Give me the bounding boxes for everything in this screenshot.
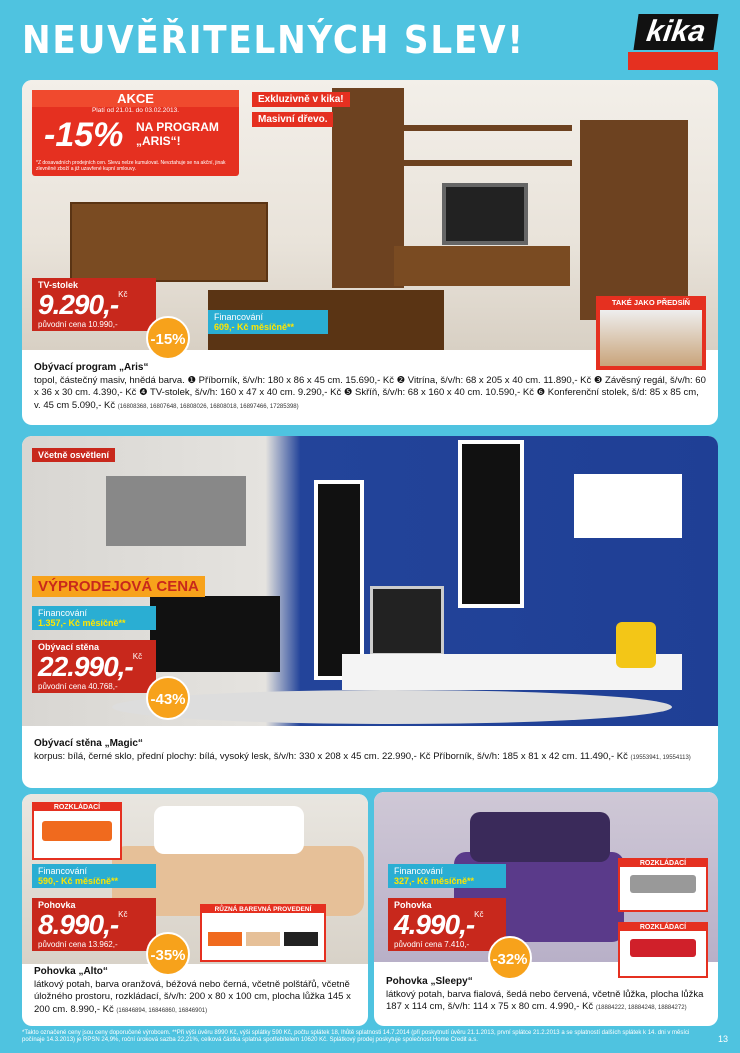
sleepy-description: Pohovka „Sleepy“ látkový potah, barva fialová, šedá nebo červená, včetně lůžka, plocha lůžka 187 x 114 cm, š/v/h: 114 x 75 x 80 cm. 4.990,- Kč (18884222, 18884248, 18884272) [386,976,704,1012]
footnote: *Takto označené ceny jsou ceny doporučené výrobcem. **Při výši úvěru 8990 Kč, výši splátky 590 Kč, počtu splátek 18, lhůtě splatnosti 14.7.2014 (při poskytnutí úvěru 21.1.2013, první splátce 21.2.2013 a se splatností dalších splátek k 14. dni v měsíci počínaje 14.3.2013) je RPSN 24,9%, roční úroková sazba 22,21%, celková částka splatná spotřebitelem 10620 Kč. Splátkový prodej poskytuje společnost Home Credit a.s. [22,1030,690,1043]
aris-panel [22,80,718,425]
discount-badge: -43% [146,676,190,720]
solid-wood-badge: Masivní dřevo. [252,112,333,127]
price-box: Pohovka 8.990,-$^{Kč}$ původní cena 13.962,- [32,898,156,951]
price-box: Obývací stěna 22.990,-$^{Kč}$ původní cena 40.768,- [32,640,156,693]
hallway-inset: TAKÉ JAKO PŘEDSÍŇ [596,296,706,370]
sofa-bed-inset-red: ROZKLÁDACÍ [618,922,708,978]
aris-description: Obývací program „Aris“ topol, částečný masiv, hnědá barva. ❶ Příborník, š/v/h: 180 x 86 x 45 cm. 15.690,- Kč ❷ Vitrína, š/v/h: 68 x 205 x 40 cm. 11.890,- Kč ❸ Závěsný regál, š/v/h: 60 x 36 x 30 cm. 4.390,- Kč ❹ TV-stolek, š/v/h: 160 x 47 x 40 cm. 9.290,- Kč ❺ Skříň, š/v/h: 68 x 160 x 40 cm. 10.590,- Kč ❻ Konferenční stolek, š/d: 85 x 85 cm, v. 45 cm 5.090,- Kč (16808368, 16807648, 16808026, 16808018, 16897466, 17285398) [34,362,706,411]
price-box: TV-stolek 9.290,-$^{Kč}$ původní cena 10.990,- [32,278,156,331]
exclusive-badge: Exkluzivně v kika! [252,92,350,107]
akce-box: AKCE Platí od 21.01. do 03.02.2013. -15% NA PROGRAM „ARIS“! *Z dosavadních prodejních cen. Slevu nelze kumulovat. Nevztahuje se na akční, jinak zlevněné zboží a již uzavřené kupní smlouvy. [32,90,239,176]
discount-badge: -32% [488,936,532,980]
discount-badge: -15% [146,316,190,360]
clearance-badge: VÝPRODEJOVÁ CENA [32,576,205,597]
colors-inset: RŮZNÁ BAREVNÁ PROVEDENÍ [200,904,326,962]
magic-description: Obývací stěna „Magic“ korpus: bílá, černé sklo, přední plochy: bílá, vysoký lesk, š/v/h: 330 x 208 x 45 cm. 22.990,- Kč Příborník, š/v/h: 185 x 81 x 42 cm. 11.490,- Kč (19553941, 19554113) [34,738,691,762]
price-box: Pohovka 4.990,-$^{Kč}$ původní cena 7.410,- [388,898,506,951]
financing-box: Financování 590,- Kč měsíčně** [32,864,156,888]
financing-box: Financování 327,- Kč měsíčně** [388,864,506,888]
alto-description: Pohovka „Alto“ látkový potah, barva oranžová, béžová nebo černá, včetně polštářů, včetně úložného prostoru, rozkládací, š/v/h: 200 x 80 x 100 cm, plocha lůžka 145 x 200 cm. 8.990,- Kč (16846894, 16846860, 16846901) [34,966,351,1015]
magic-panel [22,436,718,788]
sofa-bed-inset-grey: ROZKLÁDACÍ [618,858,708,912]
alto-panel [22,794,368,1026]
financing-box: Financování 1.357,- Kč měsíčně** [32,606,156,630]
page-number: 13 [718,1034,729,1044]
sofa-bed-inset: ROZKLÁDACÍ [32,802,122,860]
kika-logo: kika [628,14,718,70]
discount-badge: -35% [146,932,190,976]
page-headline: NEUVĚŘITELNÝCH SLEV! [22,18,525,62]
financing-box: Financování 609,- Kč měsíčně** [208,310,328,334]
sleepy-panel [374,792,718,1026]
lighting-badge: Včetně osvětlení [32,448,115,462]
